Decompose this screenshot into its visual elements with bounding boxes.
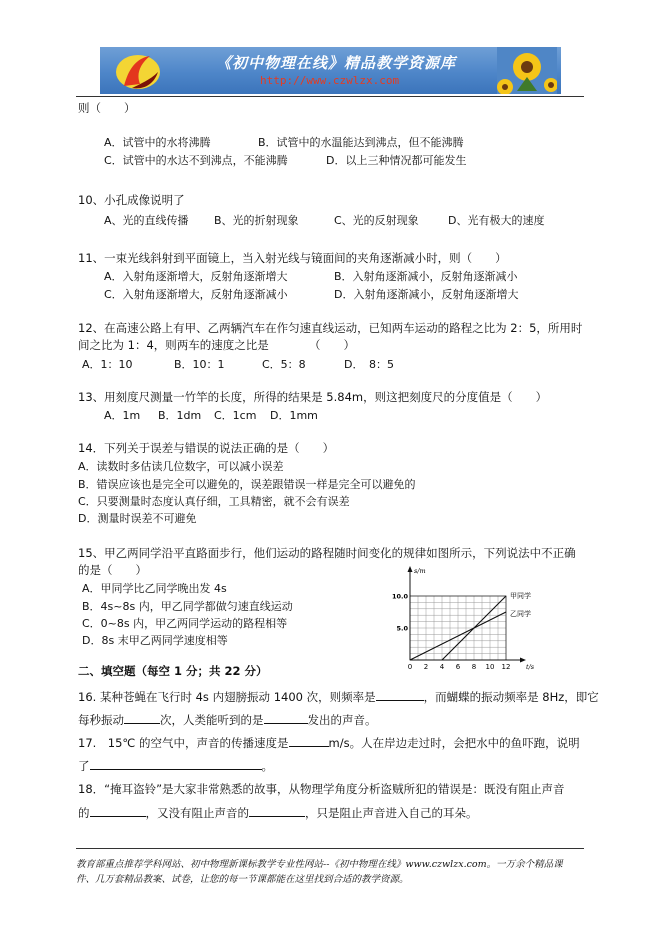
q15-option-b: B．4s~8s 内，甲乙同学都做匀速直线运动: [82, 600, 293, 613]
q17-text-a: 17. 15℃ 的空气中，声音的传播速度是: [78, 736, 289, 750]
q12-stem-line2: 间之比为 1：4，则两车的速度之比是 （ ）: [78, 338, 356, 352]
q16-text-e: 发出的声音。: [307, 713, 377, 727]
q13-option-c: C．1cm: [214, 409, 257, 422]
q18-line2: [78, 804, 478, 821]
q17-text-c: 了: [78, 759, 90, 773]
x-axis-arrow: [520, 658, 526, 663]
q11-option-d: D．入射角逐渐减小，反射角逐渐增大: [334, 288, 519, 301]
q16-text-d: 次，人类能听到的是: [160, 713, 264, 727]
distance-time-chart: [390, 564, 540, 672]
q18-blank-2[interactable]: [249, 804, 305, 817]
q15-option-a: A．甲同学比乙同学晚出发 4s: [82, 582, 227, 595]
q16-blank-3[interactable]: [264, 711, 308, 724]
y-tick-label: 5.0: [396, 624, 408, 633]
sunflower-icon: [497, 47, 557, 94]
q17-line1: [78, 734, 580, 751]
q18-text-d: ，只是阻止声音进入自己的耳朵。: [305, 806, 478, 820]
banner-url[interactable]: http://www.czwlzx.com: [260, 74, 400, 87]
series-label-2: 乙同学: [510, 610, 531, 618]
x-tick-label: 10: [485, 663, 495, 671]
q9-stem: 则（ ）: [78, 101, 136, 115]
q15-option-d: D．8s 末甲乙两同学速度相等: [82, 634, 228, 647]
banner-title: 《初中物理在线》精品教学资源库: [216, 54, 457, 72]
q11-stem: 11、一束光线斜射到平面镜上，当入射光线与镜面间的夹角逐渐减小时，则（ ）: [78, 251, 507, 265]
y-axis-label: s/m: [414, 567, 426, 575]
q12-option-b: B．10：1: [174, 358, 225, 371]
q16-text-c: 每秒振动: [78, 713, 124, 727]
q17-blank-1[interactable]: [289, 734, 329, 747]
q9-option-b: B．试管中的水温能达到沸点，但不能沸腾: [258, 136, 464, 149]
logo-icon: [110, 50, 170, 92]
q12-option-c: C．5：8: [262, 358, 306, 371]
q10-option-a: A、光的直线传播: [104, 214, 189, 227]
q10-stem: 10、小孔成像说明了: [78, 193, 185, 207]
q15-option-c: C．0~8s 内，甲乙两同学运动的路程相等: [82, 617, 288, 630]
q14-option-b: B．错误应该也是完全可以避免的，误差跟错误一样是完全可以避免的: [78, 478, 416, 491]
q13-option-d: D．1mm: [270, 409, 318, 422]
x-tick-label: 4: [439, 663, 445, 671]
q14-option-c: C．只要测量时态度认真仔细，工具精密，就不会有误差: [78, 495, 350, 508]
q17-line2: [78, 757, 273, 774]
q18-line1: 18．“掩耳盗铃”是大家非常熟悉的故事，从物理学角度分析盗贼所犯的错误是：既没有阻止声音: [78, 782, 565, 796]
q16-blank-1[interactable]: [376, 688, 424, 701]
q14-option-d: D．测量时误差不可避免: [78, 512, 197, 525]
q13-stem: 13、用刻度尺测量一竹竿的长度，所得的结果是 5.84m，则这把刻度尺的分度值是（ ）: [78, 390, 548, 404]
x-tick-label: 8: [471, 663, 477, 671]
x-tick-label: 6: [455, 663, 461, 671]
q16-text-b: ，而蝴蝶的振动频率是 8Hz，即它: [423, 690, 599, 704]
footer-rule: [76, 848, 584, 849]
q13-option-b: B．1dm: [158, 409, 202, 422]
q17-text-d: 。: [261, 759, 273, 773]
footer-line2: 件、几万套精品教案、试卷，让您的每一节课都能在这里找到合适的教学资源。: [76, 874, 409, 885]
q9-option-c: C．试管中的水达不到沸点，不能沸腾: [104, 154, 288, 167]
x-axis-label: t/s: [526, 663, 535, 671]
q16-line2: [78, 711, 377, 728]
q11-option-c: C．入射角逐渐增大，反射角逐渐减小: [104, 288, 288, 301]
header-banner: [100, 47, 561, 94]
section-heading: 二、填空题（每空 1 分；共 22 分）: [78, 664, 268, 678]
header-rule: [76, 96, 584, 97]
q10-option-d: D、光有极大的速度: [448, 214, 545, 227]
q15-stem-line1: 15、甲乙两同学沿平直路面步行，他们运动的路程随时间变化的规律如图所示，下列说法中不正确: [78, 546, 576, 560]
x-tick-label: 0: [407, 663, 413, 671]
q9-option-a: A．试管中的水将沸腾: [104, 136, 211, 149]
q17-text-b: m/s。人在岸边走过时，会把水中的鱼吓跑，说明: [328, 736, 580, 750]
q18-text-c: ，又没有阻止声音的: [145, 806, 249, 820]
q16-text-a: 16. 某种苍蝇在飞行时 4s 内翅膀振动 1400 次，则频率是: [78, 690, 376, 704]
q15-stem-line2: 的是（ ）: [78, 563, 147, 577]
q16-blank-2[interactable]: [124, 711, 160, 724]
q13-option-a: A．1m: [104, 409, 141, 422]
q14-stem: 14．下列关于误差与错误的说法正确的是（ ）: [78, 441, 335, 455]
q10-option-c: C、光的反射现象: [334, 214, 419, 227]
q12-stem-line1: 12、在高速公路上有甲、乙两辆汽车在作匀速直线运动，已知两车运动的路程之比为 2：5，所用时: [78, 321, 583, 335]
q10-option-b: B、光的折射现象: [214, 214, 299, 227]
footer-line1: 教育部重点推荐学科网站、初中物理新课标教学专业性网站--《初中物理在线》www.czwlzx.com。一万余个精品课: [76, 859, 563, 870]
q18-text-b: 的: [78, 806, 90, 820]
y-axis-arrow: [408, 566, 413, 572]
q18-blank-1[interactable]: [90, 804, 146, 817]
q11-option-b: B．入射角逐渐减小，反射角逐渐减小: [334, 270, 518, 283]
q17-blank-2[interactable]: [90, 757, 262, 770]
q9-option-d: D．以上三种情况都可能发生: [326, 154, 467, 167]
y-tick-label: 10.0: [391, 592, 408, 601]
q12-option-a: A．1：10: [82, 358, 133, 371]
q11-option-a: A．入射角逐渐增大，反射角逐渐增大: [104, 270, 288, 283]
x-tick-label: 12: [501, 663, 511, 671]
q12-option-d: D． 8：5: [344, 358, 394, 371]
q14-option-a: A．读数时多估读几位数字，可以减小误差: [78, 460, 284, 473]
q16-line1: [78, 688, 599, 705]
x-tick-label: 2: [423, 663, 429, 671]
series-label-1: 甲同学: [510, 592, 531, 600]
